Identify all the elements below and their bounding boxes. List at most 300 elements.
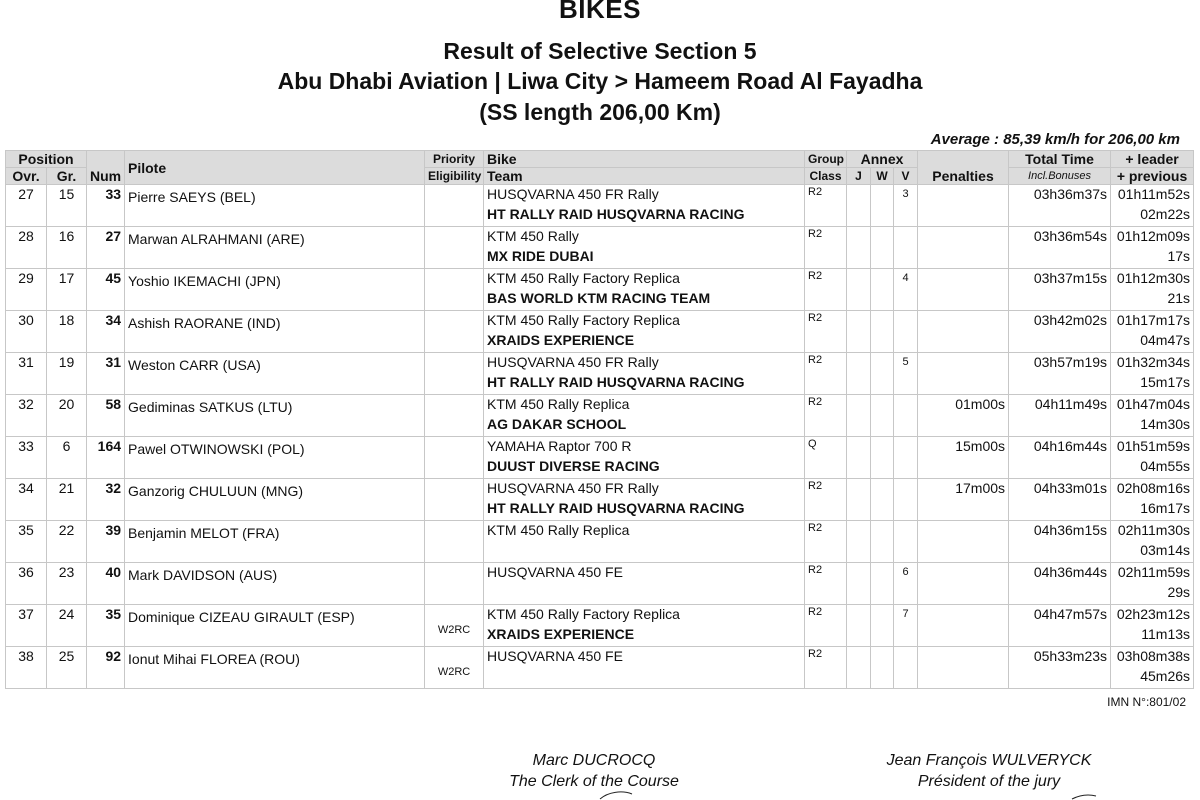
race-number: 45 (105, 270, 122, 286)
gr-cell (47, 521, 87, 563)
pilote-cell (125, 185, 425, 227)
overall-position: 35 (18, 522, 34, 538)
race-number: 92 (105, 648, 122, 664)
ovr-cell (6, 395, 47, 437)
annex-header: Annex (847, 151, 918, 168)
annex-j-cell (847, 185, 871, 227)
position-header: Position (6, 151, 87, 168)
overall-position: 28 (18, 228, 34, 244)
gr-cell (47, 353, 87, 395)
table-row (6, 647, 1194, 689)
table-row (6, 311, 1194, 353)
annex-w-cell (871, 353, 894, 395)
annex-w-cell (871, 227, 894, 269)
annex-w-cell (871, 269, 894, 311)
gr-cell (47, 269, 87, 311)
class-header: Class (805, 168, 847, 185)
gap-to-leader: 01h32m34s (1116, 354, 1191, 370)
penalties-cell (918, 395, 1009, 437)
group-class: R2 (808, 228, 823, 240)
num-cell (87, 479, 125, 521)
annex-j-cell (847, 269, 871, 311)
eligibility-cell (425, 185, 484, 227)
total-cell (1009, 479, 1111, 521)
eligibility-cell (425, 479, 484, 521)
pilot-name: Yoshio IKEMACHI (JPN) (128, 273, 281, 289)
team-name: AG DAKAR SCHOOL (487, 416, 627, 432)
gap-to-leader: 01h12m09s (1116, 228, 1191, 244)
class-cell (805, 521, 847, 563)
bike-model: KTM 450 Rally Factory Replica (487, 606, 680, 622)
annex-w-cell (871, 479, 894, 521)
pilot-name: Ashish RAORANE (IND) (128, 315, 281, 331)
overall-position: 33 (18, 438, 34, 454)
gap-to-previous: 45m26s (1140, 668, 1191, 684)
pilot-name: Mark DAVIDSON (AUS) (128, 567, 278, 583)
group-class: R2 (808, 480, 823, 492)
overall-position: 30 (18, 312, 34, 328)
gr-cell (47, 185, 87, 227)
race-number: 33 (105, 186, 122, 202)
pilot-name: Dominique CIZEAU GIRAULT (ESP) (128, 609, 355, 625)
clerk-signature-scribble (598, 790, 658, 800)
pilot-name: Ganzorig CHULUUN (MNG) (128, 483, 304, 499)
team-name: HT RALLY RAID HUSQVARNA RACING (487, 374, 745, 390)
bike-model: HUSQVARNA 450 FR Rally (487, 354, 659, 370)
bike-team-cell (484, 647, 805, 689)
bike-header: Bike (484, 151, 805, 168)
pilot-name: Pierre SAEYS (BEL) (128, 189, 256, 205)
ovr-cell (6, 605, 47, 647)
total-time: 04h11m49s (1034, 396, 1108, 412)
pilot-name: Marwan ALRAHMANI (ARE) (128, 231, 305, 247)
group-class: R2 (808, 606, 823, 618)
table-row (6, 395, 1194, 437)
penalties-cell (918, 311, 1009, 353)
gr-cell (47, 605, 87, 647)
bike-model: KTM 450 Rally Factory Replica (487, 312, 680, 328)
table-row (6, 521, 1194, 563)
penalties-cell (918, 353, 1009, 395)
num-cell (87, 521, 125, 563)
team-name: HT RALLY RAID HUSQVARNA RACING (487, 500, 745, 516)
gap-to-previous: 11m13s (1141, 626, 1191, 642)
table-row (6, 185, 1194, 227)
group-class: R2 (808, 186, 823, 198)
gap-to-leader: 01h12m30s (1116, 270, 1191, 286)
total-time: 03h42m02s (1033, 312, 1108, 328)
class-cell (805, 605, 847, 647)
pilote-cell (125, 605, 425, 647)
bike-team-cell (484, 227, 805, 269)
group-position: 23 (58, 564, 75, 580)
num-cell (87, 395, 125, 437)
group-position: 16 (58, 228, 75, 244)
eligibility-badge: W2RC (437, 666, 471, 678)
pilote-cell (125, 311, 425, 353)
group-class: R2 (808, 354, 823, 366)
eligibility-cell (425, 269, 484, 311)
annex-v-cell (894, 185, 918, 227)
ovr-cell (6, 269, 47, 311)
gap-cell (1111, 521, 1194, 563)
total-time: 04h36m44s (1033, 564, 1108, 580)
class-cell (805, 647, 847, 689)
total-time-header: Total Time (1009, 151, 1111, 168)
total-time: 04h36m15s (1033, 522, 1108, 538)
ovr-cell (6, 647, 47, 689)
total-time: 03h36m54s (1033, 228, 1108, 244)
bike-team-cell (484, 437, 805, 479)
table-row (6, 353, 1194, 395)
annex-j-cell (847, 479, 871, 521)
annex-j-cell (847, 437, 871, 479)
team-name: DUUST DIVERSE RACING (487, 458, 660, 474)
annex-j-cell (847, 353, 871, 395)
eligibility-cell (425, 605, 484, 647)
ovr-cell (6, 185, 47, 227)
total-cell (1009, 563, 1111, 605)
group-class: R2 (808, 648, 823, 660)
total-cell (1009, 521, 1111, 563)
bike-team-cell (484, 353, 805, 395)
ovr-cell (6, 311, 47, 353)
total-time: 04h16m44s (1033, 438, 1108, 454)
jury-president-role: Président of the jury (917, 773, 1061, 790)
gap-cell (1111, 227, 1194, 269)
table-row (6, 437, 1194, 479)
overall-position: 31 (18, 354, 34, 370)
penalties-cell (918, 605, 1009, 647)
overall-position: 29 (18, 270, 34, 286)
gap-to-previous: 16m17s (1140, 500, 1191, 516)
bike-team-cell (484, 605, 805, 647)
eligibility-badge: W2RC (437, 624, 471, 636)
num-cell (87, 185, 125, 227)
group-class: Q (808, 438, 817, 450)
team-header: Team (484, 168, 805, 185)
gr-cell (47, 479, 87, 521)
pilote-cell (125, 227, 425, 269)
eligibility-cell (425, 353, 484, 395)
gap-cell (1111, 311, 1194, 353)
gap-cell (1111, 647, 1194, 689)
gap-to-previous: 21s (1167, 290, 1191, 306)
jury-president-name: Jean François WULVERYCK (886, 752, 1092, 769)
penalty-time: 01m00s (955, 396, 1006, 412)
pilot-name: Pawel OTWINOWSKI (POL) (128, 441, 305, 457)
annex-w-cell (871, 185, 894, 227)
gr-cell (47, 311, 87, 353)
priority-header: Priority (425, 151, 484, 168)
race-number: 32 (105, 480, 122, 496)
penalties-cell (918, 185, 1009, 227)
annex-w-cell (871, 605, 894, 647)
eligibility-cell (425, 647, 484, 689)
bike-team-cell (484, 269, 805, 311)
group-class: R2 (808, 396, 823, 408)
table-row (6, 269, 1194, 311)
eligibility-cell (425, 563, 484, 605)
pilote-cell (125, 353, 425, 395)
annex-v-cell (894, 269, 918, 311)
gap-to-leader: 01h17m17s (1116, 312, 1191, 328)
previous-header: + previous (1111, 168, 1194, 185)
group-position: 20 (58, 396, 75, 412)
total-cell (1009, 605, 1111, 647)
bike-team-cell (484, 185, 805, 227)
eligibility-cell (425, 521, 484, 563)
incl-bonuses-header: Incl.Bonuses (1009, 168, 1111, 185)
gap-to-leader: 02h11m30s (1117, 522, 1191, 538)
gap-cell (1111, 437, 1194, 479)
annex-v-value: 6 (902, 566, 909, 578)
eligibility-cell (425, 395, 484, 437)
bike-model: KTM 450 Rally Factory Replica (487, 270, 680, 286)
total-cell (1009, 647, 1111, 689)
race-number: 35 (105, 606, 122, 622)
total-time: 03h36m37s (1033, 186, 1108, 202)
penalties-cell (918, 563, 1009, 605)
annex-v-cell (894, 353, 918, 395)
bike-model: KTM 450 Rally Replica (487, 522, 630, 538)
jury-signature-scribble (1070, 793, 1100, 800)
num-cell (87, 227, 125, 269)
ovr-header: Ovr. (6, 168, 47, 185)
annex-w-cell (871, 521, 894, 563)
gap-cell (1111, 185, 1194, 227)
penalty-time: 15m00s (955, 438, 1006, 454)
group-position: 24 (58, 606, 75, 622)
total-cell (1009, 353, 1111, 395)
penalties-cell (918, 521, 1009, 563)
gap-to-leader: 03h08m38s (1116, 648, 1191, 664)
gap-to-previous: 14m30s (1140, 416, 1191, 432)
annex-j-cell (847, 227, 871, 269)
pilote-cell (125, 395, 425, 437)
total-time: 04h47m57s (1033, 606, 1108, 622)
bike-model: HUSQVARNA 450 FE (487, 564, 623, 580)
average-speed: Average : 85,39 km/h for 206,00 km (930, 131, 1180, 148)
penalties-header: Penalties (918, 151, 1009, 185)
gr-cell (47, 647, 87, 689)
gap-to-previous: 04m47s (1140, 332, 1191, 348)
annex-v-value: 4 (902, 272, 909, 284)
class-cell (805, 479, 847, 521)
ovr-cell (6, 227, 47, 269)
total-time: 05h33m23s (1033, 648, 1108, 664)
annex-j-cell (847, 647, 871, 689)
ovr-cell (6, 353, 47, 395)
total-cell (1009, 311, 1111, 353)
overall-position: 38 (18, 648, 34, 664)
penalties-cell (918, 227, 1009, 269)
annex-j-cell (847, 311, 871, 353)
pilote-cell (125, 437, 425, 479)
annex-v-cell (894, 311, 918, 353)
annex-v-cell (894, 563, 918, 605)
gap-cell (1111, 269, 1194, 311)
class-cell (805, 185, 847, 227)
ovr-cell (6, 479, 47, 521)
penalties-cell (918, 269, 1009, 311)
group-position: 25 (58, 648, 75, 664)
header-row-1 (6, 151, 1194, 168)
total-cell (1009, 185, 1111, 227)
pilote-header: Pilote (125, 151, 425, 185)
bike-team-cell (484, 395, 805, 437)
annex-v-value: 7 (902, 608, 909, 620)
annex-w-cell (871, 647, 894, 689)
gap-to-previous: 03m14s (1140, 542, 1191, 558)
num-cell (87, 647, 125, 689)
gap-to-leader: 01h47m04s (1116, 396, 1191, 412)
overall-position: 32 (18, 396, 34, 412)
annex-j-cell (847, 521, 871, 563)
gap-cell (1111, 395, 1194, 437)
team-name: HT RALLY RAID HUSQVARNA RACING (487, 206, 745, 222)
annex-w-cell (871, 563, 894, 605)
group-position: 17 (58, 270, 75, 286)
team-name: XRAIDS EXPERIENCE (487, 332, 635, 348)
class-cell (805, 311, 847, 353)
pilot-name: Ionut Mihai FLOREA (ROU) (128, 651, 300, 667)
total-cell (1009, 227, 1111, 269)
gap-to-leader: 02h08m16s (1116, 480, 1191, 496)
bike-team-cell (484, 521, 805, 563)
num-cell (87, 563, 125, 605)
bike-model: KTM 450 Rally Replica (487, 396, 630, 412)
annex-j-cell (847, 395, 871, 437)
annex-v-cell (894, 227, 918, 269)
gap-to-leader: 01h11m52s (1117, 186, 1191, 202)
eligibility-cell (425, 227, 484, 269)
class-cell (805, 437, 847, 479)
stage-name: Abu Dhabi Aviation | Liwa City > Hameem Road Al Fayadha (277, 68, 923, 94)
bike-team-cell (484, 311, 805, 353)
group-class: R2 (808, 270, 823, 282)
group-position: 22 (58, 522, 75, 538)
clerk-name: Marc DUCROCQ (532, 752, 656, 769)
gap-cell (1111, 353, 1194, 395)
gap-to-previous: 29s (1167, 584, 1191, 600)
total-time: 03h37m15s (1033, 270, 1108, 286)
annex-v-value: 5 (902, 356, 909, 368)
num-cell (87, 311, 125, 353)
leader-header: + leader (1111, 151, 1194, 168)
table-row (6, 563, 1194, 605)
race-number: 31 (105, 354, 122, 370)
gr-cell (47, 563, 87, 605)
annex-j-header: J (847, 168, 871, 185)
eligibility-cell (425, 437, 484, 479)
num-cell (87, 605, 125, 647)
annex-w-header: W (871, 168, 894, 185)
total-cell (1009, 269, 1111, 311)
penalty-time: 17m00s (955, 480, 1006, 496)
annex-v-cell (894, 395, 918, 437)
race-number: 58 (105, 396, 122, 412)
gap-cell (1111, 479, 1194, 521)
bike-model: HUSQVARNA 450 FR Rally (487, 480, 659, 496)
pilote-cell (125, 479, 425, 521)
clerk-signature-block (444, 750, 744, 792)
group-position: 15 (58, 186, 75, 202)
category-title: BIKES (559, 0, 641, 24)
gap-cell (1111, 605, 1194, 647)
team-name: XRAIDS EXPERIENCE (487, 626, 635, 642)
clerk-role: The Clerk of the Course (509, 773, 679, 790)
group-class: R2 (808, 564, 823, 576)
overall-position: 27 (18, 186, 34, 202)
group-position: 19 (58, 354, 75, 370)
gr-cell (47, 227, 87, 269)
result-title: Result of Selective Section 5 (443, 38, 757, 64)
annex-v-cell (894, 521, 918, 563)
bike-model: YAMAHA Raptor 700 R (487, 438, 632, 454)
team-name: MX RIDE DUBAI (487, 248, 594, 264)
gr-cell (47, 437, 87, 479)
annex-w-cell (871, 311, 894, 353)
annex-v-header: V (894, 168, 918, 185)
annex-j-cell (847, 563, 871, 605)
race-number: 27 (105, 228, 122, 244)
annex-w-cell (871, 437, 894, 479)
pilot-name: Benjamin MELOT (FRA) (128, 525, 280, 541)
gap-to-leader: 02h11m59s (1117, 564, 1191, 580)
bike-model: KTM 450 Rally (487, 228, 579, 244)
overall-position: 36 (18, 564, 34, 580)
overall-position: 37 (18, 606, 34, 622)
eligibility-header: Eligibility (425, 168, 484, 185)
total-time: 03h57m19s (1033, 354, 1108, 370)
group-position: 6 (62, 438, 71, 454)
pilote-cell (125, 647, 425, 689)
bike-team-cell (484, 563, 805, 605)
num-header: Num (87, 151, 125, 185)
group-class: R2 (808, 312, 823, 324)
penalties-cell (918, 437, 1009, 479)
table-row (6, 605, 1194, 647)
gap-to-previous: 17s (1167, 248, 1191, 264)
eligibility-cell (425, 311, 484, 353)
gr-cell (47, 395, 87, 437)
pilot-name: Weston CARR (USA) (128, 357, 261, 373)
num-cell (87, 353, 125, 395)
annex-v-cell (894, 479, 918, 521)
jury-signature-block (839, 750, 1139, 792)
annex-v-cell (894, 605, 918, 647)
class-cell (805, 227, 847, 269)
table-row (6, 227, 1194, 269)
class-cell (805, 353, 847, 395)
class-cell (805, 269, 847, 311)
gap-cell (1111, 563, 1194, 605)
total-time: 04h33m01s (1033, 480, 1108, 496)
gap-to-previous: 02m22s (1140, 206, 1191, 222)
annex-j-cell (847, 605, 871, 647)
gap-to-leader: 02h23m12s (1116, 606, 1191, 622)
total-cell (1009, 395, 1111, 437)
pilote-cell (125, 521, 425, 563)
gap-to-previous: 04m55s (1140, 458, 1191, 474)
group-position: 18 (58, 312, 75, 328)
pilot-name: Gediminas SATKUS (LTU) (128, 399, 293, 415)
race-number: 40 (105, 564, 122, 580)
group-class: R2 (808, 522, 823, 534)
ovr-cell (6, 437, 47, 479)
results-table (5, 150, 1194, 689)
